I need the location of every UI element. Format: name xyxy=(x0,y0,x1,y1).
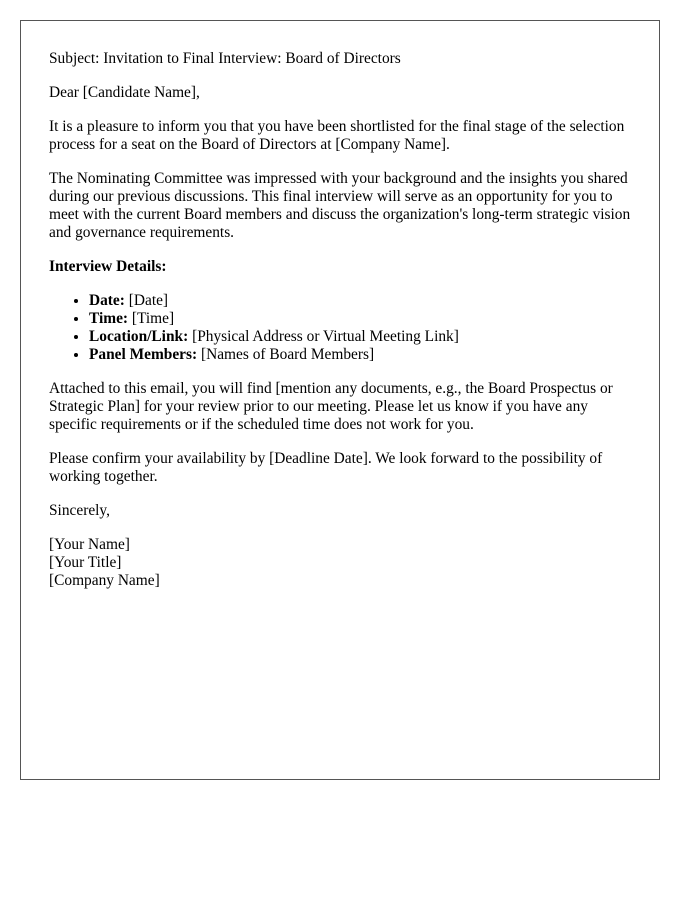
detail-label: Panel Members: xyxy=(89,346,198,363)
detail-value: [Physical Address or Virtual Meeting Link] xyxy=(188,328,459,345)
detail-item-time xyxy=(89,310,631,328)
committee-paragraph: The Nominating Committee was impressed with your background and the insights you shared during our previous discussions. This final interview will serve as an opportunity for you to meet with the current Board members and discuss the organization's long-term strategic vision and governance requirements. xyxy=(49,170,631,241)
salutation: Dear [Candidate Name], xyxy=(49,84,200,101)
intro-paragraph: It is a pleasure to inform you that you have been shortlisted for the final stage of the selection process for a seat on the Board of Directors at [Company Name]. xyxy=(49,118,625,153)
interview-details-list xyxy=(49,292,631,364)
confirmation-paragraph: Please confirm your availability by [Deadline Date]. We look forward to the possibility of working together. xyxy=(49,450,603,485)
detail-value: [Names of Board Members] xyxy=(197,346,375,363)
detail-item-panel xyxy=(89,346,631,364)
detail-label: Date: xyxy=(89,292,125,309)
attachments-paragraph: Attached to this email, you will find [mention any documents, e.g., the Board Prospectus or Strategic Plan] for your review prior to our meeting. Please let us know if you have any specific requirements or if the scheduled time does not work for you. xyxy=(49,380,613,433)
signature-title: [Your Title] xyxy=(49,554,122,571)
detail-label: Location/Link: xyxy=(89,328,189,345)
detail-item-location xyxy=(89,328,631,346)
interview-details-heading: Interview Details: xyxy=(49,258,167,275)
detail-label: Time: xyxy=(89,310,129,327)
detail-value: [Time] xyxy=(128,310,175,327)
detail-item-date xyxy=(89,292,631,310)
letter-container xyxy=(20,20,660,780)
detail-value: [Date] xyxy=(124,292,169,309)
closing: Sincerely, xyxy=(49,502,110,519)
signature-name: [Your Name] xyxy=(49,536,130,553)
signature-company: [Company Name] xyxy=(49,572,160,589)
subject-line: Subject: Invitation to Final Interview: Board of Directors xyxy=(49,50,401,67)
signature-block xyxy=(49,536,631,590)
